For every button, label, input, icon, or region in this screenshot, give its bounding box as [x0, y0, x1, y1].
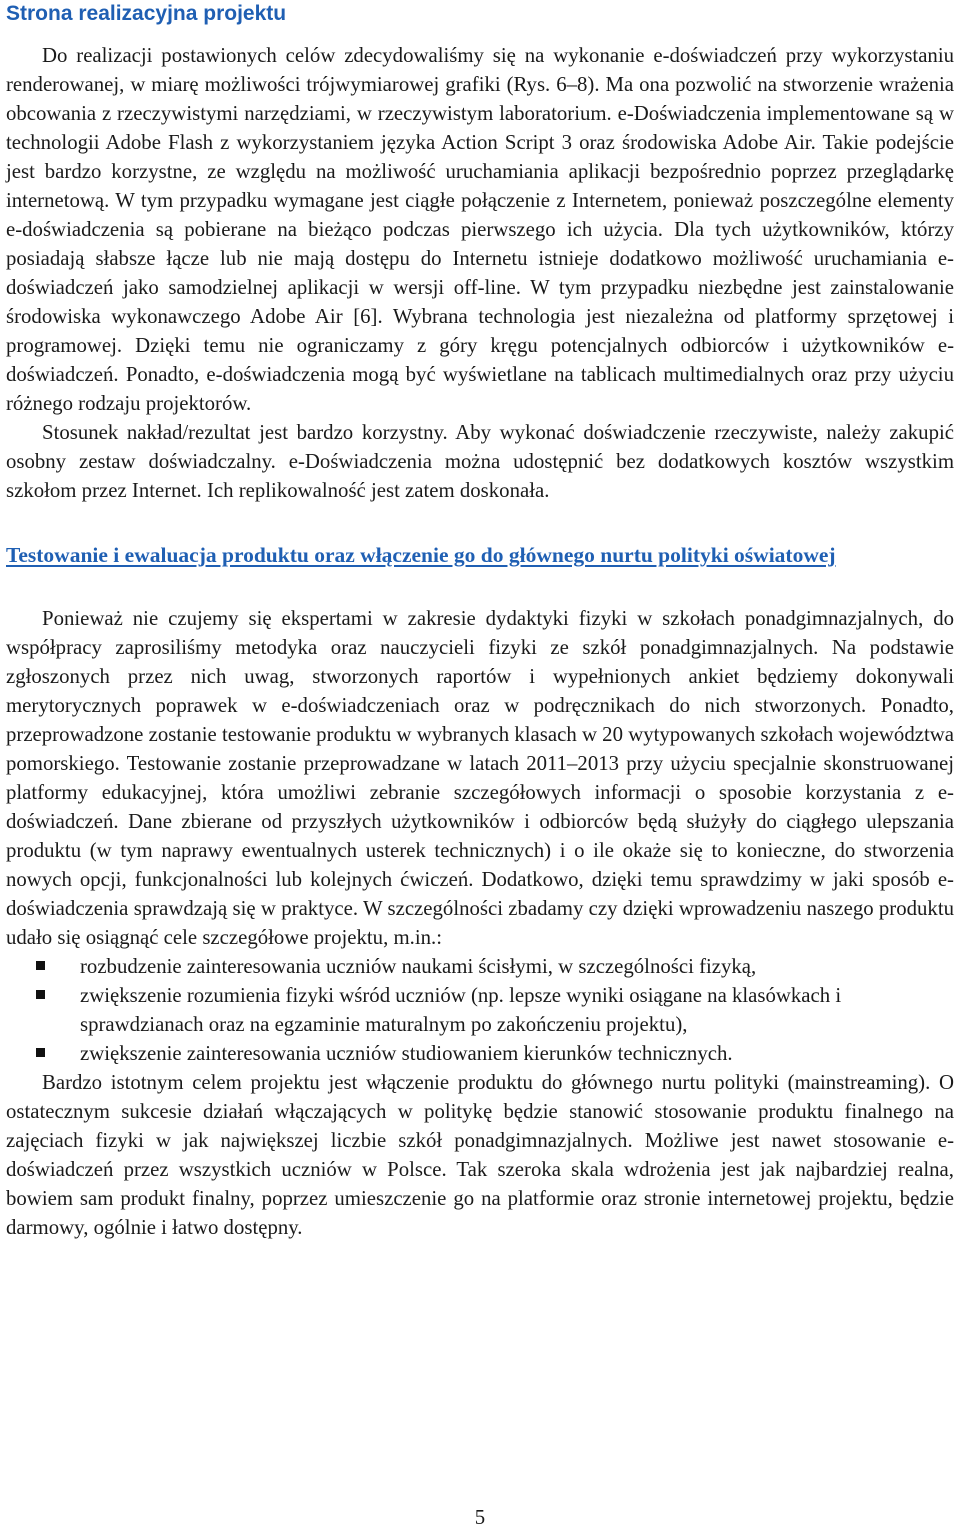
- paragraph-technology: Do realizacji postawionych celów zdecydowaliśmy się na wykonanie e-doświadczeń przy wykorzystaniu renderowanej, w miarę możliwości trójwymiarowej grafiki (Rys. 6–8). Ma ona pozwolić na stworzenie wrażenia obcowania z rzeczywistymi narzędziami, w rzeczywistym laboratorium. e-Doświadczenia implementowane są w technologii Adobe Flash z wykorzystaniem języka Action Script 3 oraz środowiska Adobe Air. Takie podejście jest bardzo korzystne, ze względu na możliwość uruchamiania aplikacji bezpośrednio poprzez przeglądarkę internetową. W tym przypadku wymagane jest ciągłe połączenie z Internetem, ponieważ poszczególne elementy e-doświadczenia są pobierane na bieżąco podczas pierwszego ich użycia. Dla tych użytkowników, którzy posiadają słabsze łącze lub nie mają dostępu do Internetu istnieje dodatkowo możliwość uruchamiania e-doświadczeń jako samodzielnej aplikacji w wersji off-line. W tym przypadku niezbędne jest zainstalowanie środowiska wykonawczego Adobe Air [6]. Wybrana technologia jest niezależna od platformy sprzętowej i programowej. Dzięki temu nie ograniczamy z góry kręgu potencjalnych odbiorców i użytkowników e-doświadczeń. Ponadto, e-doświadczenia mogą być wyświetlane na tablicach multimedialnych oraz przy użyciu różnego rodzaju projektorów.: [6, 44, 954, 415]
- page-number: 5: [474, 1506, 486, 1529]
- list-item: [6, 952, 954, 981]
- paragraph-testing-intro: Ponieważ nie czujemy się ekspertami w zakresie dydaktyki fizyki w szkołach ponadgimnazjalnych, do współpracy zaprosiliśmy metodyka oraz nauczycieli fizyki ze szkół ponadgimnazjalnych. Na podstawie zgłoszonych przez nich uwag, stworzonych raportów i wypełnionych ankiet będziemy dokonywali merytorycznych poprawek w e-doświadczeniach oraz w podręcznikach do nich stworzonych. Ponadto, przeprowadzone zostanie testowanie produktu w wybranych klasach w 20 wytypowanych szkołach województwa pomorskiego. Testowanie zostanie przeprowadzane w latach 2011–2013 przy użyciu specjalnie skonstruowanej platformy edukacyjnej, która umożliwi zebranie szczegółowych informacji o sposobie korzystania z e-doświadczeń. Dane zbierane od przyszłych użytkowników i odbiorców będą służyły do ciągłego ulepszania produktu (w tym naprawy ewentualnych usterek technicznych) i o ile okaże się to konieczne, do stworzenia nowych opcji, funkcjonalności lub kolejnych ćwiczeń. Dodatkowo, dzięki temu sprawdzimy w jaki sposób e-doświadczenia sprawdzają się w praktyce. W szczególności zbadamy czy dzięki wprowadzeniu naszego produktu udało się osiągnąć cele szczegółowe projektu, m.in.:: [6, 607, 954, 949]
- square-bullet-icon: [36, 961, 45, 970]
- section-testing-evaluation: [6, 539, 954, 1242]
- square-bullet-icon: [36, 1048, 45, 1057]
- square-bullet-icon: [36, 990, 45, 999]
- list-item-text: zwiększenie rozumienia fizyki wśród uczniów (np. lepsze wyniki osiągane na klasówkach i sprawdzianach oraz na egzaminie maturalnym po zakończeniu projektu),: [80, 984, 842, 1036]
- list-item: [6, 981, 954, 1039]
- list-item: [6, 1039, 954, 1068]
- section-heading-testing: Testowanie i ewaluacja produktu oraz włączenie go do głównego nurtu polityki oświatowej: [6, 543, 836, 567]
- paragraph-cost-benefit: Stosunek nakład/rezultat jest bardzo korzystny. Aby wykonać doświadczenie rzeczywiste, należy zakupić osobny zestaw doświadczalny. e-Doświadczenia można udostępnić bez dodatkowych kosztów wszystkim szkołom przez Internet. Ich replikowalność jest zatem doskonała.: [6, 421, 954, 502]
- paragraph-mainstreaming: Bardzo istotnym celem projektu jest włączenie produktu do głównego nurtu polityki (mainstreaming). O ostatecznym sukcesie działań włączających w politykę będzie stanowić stosowanie produktu finalnego na zajęciach fizyki w jak największej liczbie szkół ponadgimnazjalnych. Możliwe jest nawet stosowanie e-doświadczeń przez wszystkich uczniów w Polsce. Tak szeroka skala wdrożenia jest jak najbardziej realna, bowiem sam produkt finalny, poprzez umieszczenie go na platformie oraz stronie internetowej projektu, będzie darmowy, ogólnie i łatwo dostępny.: [6, 1071, 954, 1239]
- document-page: [6, 0, 954, 1242]
- list-item-text: rozbudzenie zainteresowania uczniów naukami ścisłymi, w szczególności fizyką,: [80, 955, 757, 978]
- section-body-testing: [6, 604, 954, 1242]
- section-implementation: [6, 0, 954, 505]
- list-item-text: zwiększenie zainteresowania uczniów studiowaniem kierunków technicznych.: [80, 1042, 733, 1065]
- section-body-implementation: [6, 41, 954, 505]
- section-heading-implementation: Strona realizacyjna projektu: [6, 2, 287, 25]
- goals-bullet-list: [6, 952, 954, 1068]
